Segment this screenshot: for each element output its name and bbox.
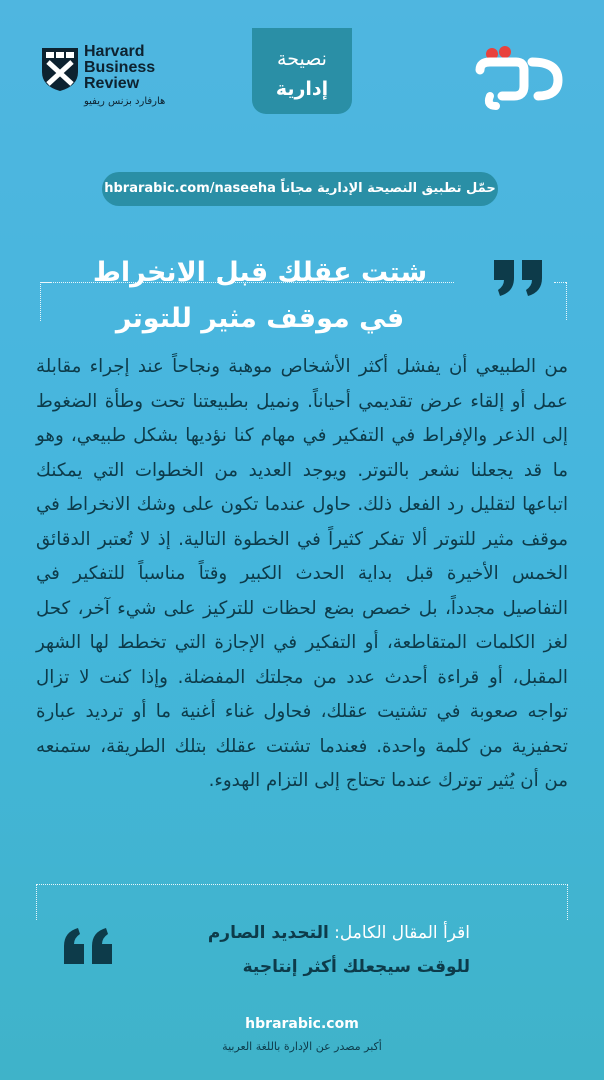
frame-divider [36, 884, 568, 885]
frame-divider [36, 884, 37, 920]
read-more-title-2: للوقت سيجعلك أكثر إنتاجية [242, 957, 470, 977]
close-quote-icon [60, 926, 116, 966]
hbr-logo [40, 44, 190, 116]
read-more-title-1: التحديد الصارم [207, 923, 329, 943]
footer-url[interactable]: hbrarabic.com [245, 1016, 359, 1032]
frame-divider [567, 884, 568, 920]
hbr-line3: Review [84, 75, 140, 92]
article-body: من الطبيعي أن يفشل أكثر الأشخاص موهبة ونجاحاً عند إجراء مقابلة عمل أو إلقاء عرض تقديمي أحياناً. ونميل بطبيعتنا تحت وطأة الضغوط إلى الذعر والإفراط في التفكير في مهام كنا نؤديها بشكل طبيعي، وهو ما قد يجعلنا نشعر بالتوتر. ويوجد العديد من الخطوات التي يمكنك اتباعها لتقليل رد الفعل ذلك. حاول عندما تكون على وشك الانخراط في موقف مثير للتوتر ألا تفكر كثيراً في الخطوة التالية. إذ لا تُعتبر الدقائق الخمس الأخيرة قبل بداية الحدث الكبير وقتاً مناسباً للتفكير في التفاصيل مجدداً، بل خصص بضع لحظات للتركيز على شيء آخر، كحل لغز الكلمات المتقاطعة، أو التفكير في الإجازة التي تخطط لها الشهر المقبل، أو قراءة أحدث عدد من مجلتك المفضلة. وإذا كنت لا تزال تواجه صعوبة في تشتيت عقلك، فحاول غناء أغنية ما أو ترديد عبارة تحفيزية من كلمة واحدة. فعندما تشتت عقلك بتلك الطريقة، ستمنعه من أن يُثير توترك عندما تحتاج إلى التزام الهدوء. [36, 356, 568, 791]
article-title [60, 250, 460, 342]
hbr-arabic-name: هارفارد بزنس ريفيو [84, 96, 166, 107]
tag-line2: إدارية [275, 78, 329, 100]
footer-tagline: أكبر مصدر عن الإدارة باللغة العربية [222, 1040, 382, 1053]
majarra-logo-icon [472, 40, 566, 110]
read-more-prefix: اقرأ المقال الكامل: [328, 923, 470, 943]
hbr-shield-icon [40, 46, 80, 92]
hbr-line1: Harvard [84, 43, 145, 60]
frame-divider [40, 282, 51, 321]
read-more-link[interactable] [140, 916, 470, 984]
frame-divider [566, 282, 567, 320]
category-tag [252, 28, 352, 114]
title-line1: شتت عقلك قبل الانخراط [92, 257, 428, 288]
open-quote-icon [490, 256, 550, 298]
tag-line1: نصيحة [277, 48, 327, 70]
frame-divider [554, 282, 566, 283]
app-download-link[interactable]: حمّل تطبيق النصيحة الإدارية مجاناً hbrarabic.com/naseeha [102, 172, 498, 206]
title-line2: في موقف مثير للتوتر [115, 303, 405, 334]
hbr-line2: Business [84, 59, 156, 76]
